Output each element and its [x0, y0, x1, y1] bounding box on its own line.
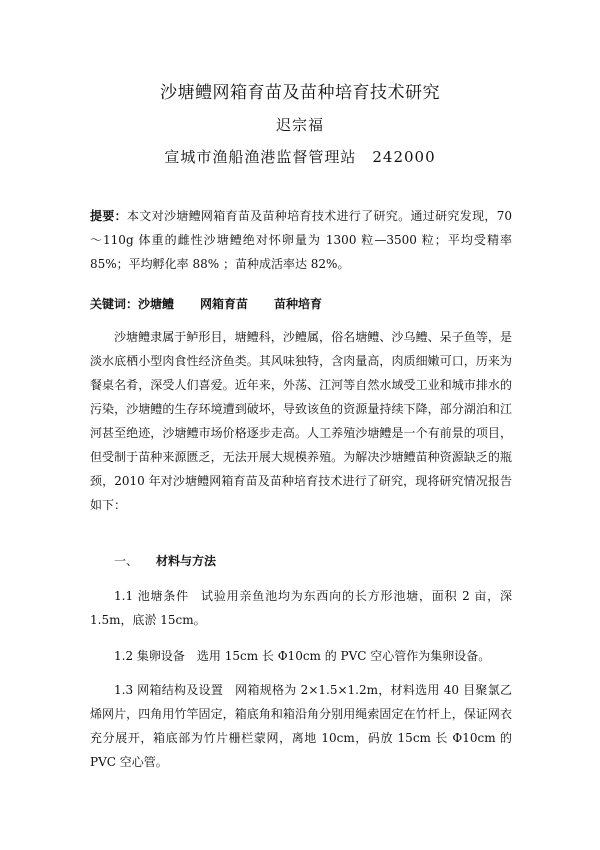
keyword-item: 沙塘鳢 — [138, 297, 175, 311]
paragraph-1-1 — [90, 584, 512, 632]
paragraph-text: 选用 15cm 长 Φ10cm 的 PVC 空心管作为集卵设备。 — [196, 649, 491, 663]
affiliation-name: 宣城市渔船渔港监督管理站 — [164, 148, 357, 166]
paper-title: 沙塘鳢网箱育苗及苗种培育技术研究 — [160, 83, 440, 103]
subsection-heading: 1.2 集卵设备 — [114, 649, 185, 663]
introduction-paragraph: 沙塘鳢隶属于鲈形目，塘鳢科，沙鳢属，俗名塘鳢、沙乌鳢、呆子鱼等，是淡水底栖小型肉食性经济鱼类。其风味独特，含肉量高，肉质细嫩可口，历来为餐桌名肴，深受人们喜爱。近年来，外荡、江河等自然水域受工业和城市排水的污染，沙塘鳢的生存环境遭到破坏，导致该鱼的资源量持续下降，部分湖泊和江河甚至绝迹，沙塘鳢市场价格逐步走高。人工养殖沙塘鳢是一个有前景的项目，但受制于苗种来源匮乏，无法开展大规模养殖。为解决沙塘鳢苗种资源缺乏的瓶颈，2010 年对沙塘鳢网箱育苗及苗种培育技术进行了研究，现将研究情况报告如下： — [90, 330, 512, 512]
affiliation-line — [0, 146, 600, 167]
author-name: 迟宗福 — [275, 116, 324, 134]
subsection-heading: 1.1 池塘条件 — [114, 589, 190, 603]
keywords — [90, 292, 512, 316]
section-number: 一、 — [114, 554, 139, 568]
section-title: 材料与方法 — [156, 554, 217, 568]
section-heading — [114, 552, 216, 569]
paragraph-text: 试验用亲鱼池均为东西向的长方形池塘，面积 2 亩，深 1.5m，底淤 15cm。 — [90, 589, 512, 627]
keywords-label: 关键词： — [90, 297, 139, 311]
paragraph-text: 网箱规格为 2×1.5×1.2m，材料选用 40 目聚氯乙烯网片，四角用竹竿固定，箱底角和箱沿角分别用绳索固定在竹杆上，保证网衣充分展开，箱底部为竹片栅栏蒙网，离地 10cm，码放 15cm 长 Φ10cm 的 PVC 空心管。 — [90, 683, 512, 769]
abstract-text: 本文对沙塘鳢网箱育苗及苗种培育技术进行了研究。通过研究发现，70～110g 体重的雌性沙塘鳢绝对怀卵量为 1300 粒—3500 粒；平均受精率 85%；平均孵化率 88% ；苗种成活率达 82%。 — [90, 209, 512, 271]
paragraph-1-2 — [90, 644, 512, 668]
abstract — [90, 204, 512, 276]
paragraph-1-3 — [90, 678, 512, 774]
keyword-item: 苗种培育 — [274, 297, 323, 311]
abstract-label: 提要： — [90, 209, 127, 223]
keyword-item: 网箱育苗 — [200, 297, 249, 311]
subsection-heading: 1.3 网箱结构及设置 — [114, 683, 224, 697]
postal-code: 242000 — [372, 148, 436, 166]
